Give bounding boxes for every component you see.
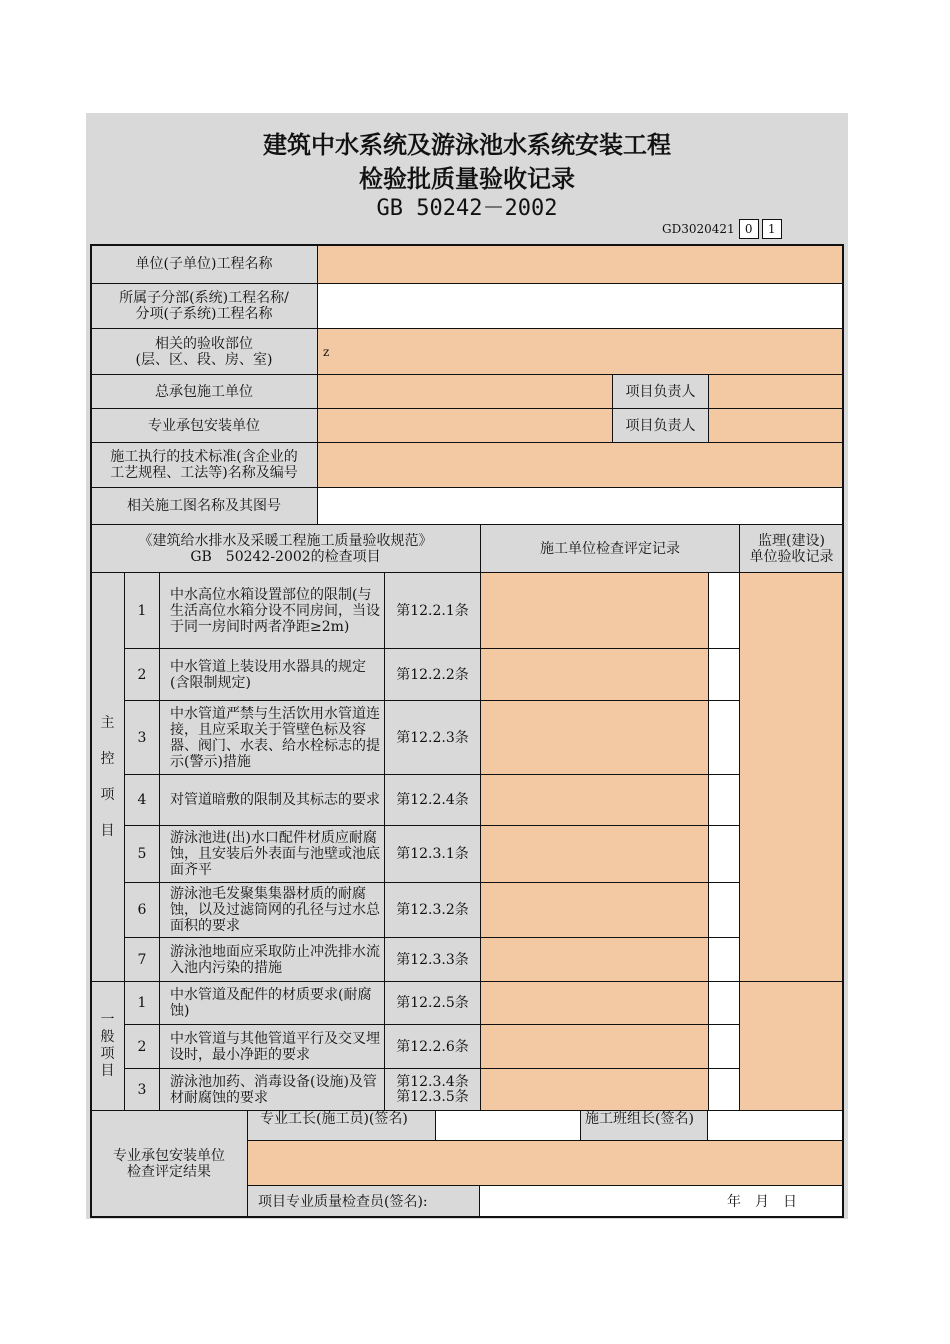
result-field[interactable] — [247, 1140, 844, 1186]
item-clause: 第12.2.2条 — [384, 648, 481, 701]
main-items-group-label: 主 控 项 目 — [90, 572, 125, 982]
general-items-group-label: 一 般 项 目 — [90, 981, 125, 1111]
main-supervision-field[interactable] — [739, 572, 844, 982]
inspector-date-field[interactable] — [479, 1185, 844, 1218]
general-supervision-field[interactable] — [739, 981, 844, 1111]
foreman-signature-field[interactable] — [435, 1110, 581, 1141]
item-result-field[interactable] — [708, 648, 740, 701]
item-number: 4 — [124, 774, 160, 826]
item-result-field[interactable] — [708, 700, 740, 775]
item-number: 7 — [124, 937, 160, 982]
item-result-field[interactable] — [708, 937, 740, 982]
tech-standard-field[interactable] — [317, 442, 844, 488]
team-leader-signature-field[interactable] — [707, 1110, 844, 1141]
general-contractor-field[interactable] — [317, 374, 613, 409]
contractor-manager-field[interactable] — [708, 374, 844, 409]
item-result-field[interactable] — [708, 825, 740, 883]
item-number: 3 — [124, 1068, 160, 1111]
construction-record-header: 施工单位检查评定记录 — [480, 524, 740, 573]
installer-field[interactable] — [317, 408, 613, 443]
form-code-box-1[interactable]: 0 — [739, 219, 759, 239]
item-number: 6 — [124, 882, 160, 938]
item-description: 对管道暗敷的限制及其标志的要求 — [159, 774, 385, 826]
item-number: 3 — [124, 700, 160, 775]
item-result-field[interactable] — [708, 981, 740, 1025]
item-record-field[interactable] — [480, 825, 709, 883]
item-record-field[interactable] — [480, 572, 709, 649]
item-clause: 第12.2.1条 — [384, 572, 481, 649]
item-number: 2 — [124, 648, 160, 701]
subdivision-field[interactable] — [317, 283, 844, 329]
installer-label: 专业承包安装单位 — [90, 408, 318, 443]
date-label: 年 月 日 — [727, 1193, 797, 1210]
item-number: 1 — [124, 572, 160, 649]
project-name-label: 单位(子单位)工程名称 — [90, 244, 318, 284]
supervision-header: 监理(建设) 单位验收记录 — [739, 524, 844, 573]
item-record-field[interactable] — [480, 981, 709, 1025]
inspection-table — [90, 244, 844, 1218]
form-code-box-2[interactable]: 1 — [762, 219, 782, 239]
item-clause: 第12.3.1条 — [384, 825, 481, 883]
form-code-label: GD3020421 — [662, 222, 735, 236]
item-result-field[interactable] — [708, 1024, 740, 1069]
form-standard: GB 50242－2002 — [376, 196, 558, 221]
item-description: 中水管道严禁与生活饮用水管道连接，且应采取关于管壁色标及容器、阀门、水表、给水栓标志的提示(警示)措施 — [159, 700, 385, 775]
subdivision-label: 所属子分部(系统)工程名称/ 分项(子系统)工程名称 — [90, 283, 318, 329]
team-leader-label: 施工班组长(签名) — [580, 1110, 708, 1141]
item-record-field[interactable] — [480, 700, 709, 775]
spec-header: 《建筑给水排水及采暖工程施工质量验收规范》 GB 50242-2002的检查项目 — [90, 524, 481, 573]
result-label: 专业承包安装单位 检查评定结果 — [90, 1110, 248, 1218]
item-result-field[interactable] — [708, 774, 740, 826]
item-description: 中水管道上装设用水器具的规定(含限制规定) — [159, 648, 385, 701]
item-clause: 第12.3.3条 — [384, 937, 481, 982]
item-clause: 第12.2.5条 — [384, 981, 481, 1025]
form-subtitle: 检验批质量验收记录 — [359, 165, 575, 193]
project-name-field[interactable] — [317, 244, 844, 284]
item-result-field[interactable] — [708, 572, 740, 649]
item-clause: 第12.3.4条 第12.3.5条 — [384, 1068, 481, 1111]
inspection-part-label: 相关的验收部位 (层、区、段、房、室) — [90, 328, 318, 375]
drawing-field[interactable] — [317, 487, 844, 525]
item-number: 2 — [124, 1024, 160, 1069]
item-description: 中水管道及配件的材质要求(耐腐蚀) — [159, 981, 385, 1025]
item-clause: 第12.2.3条 — [384, 700, 481, 775]
item-description: 中水高位水箱设置部位的限制(与生活高位水箱分设不同房间，当设于同一房间时两者净距≥2m) — [159, 572, 385, 649]
installer-manager-label: 项目负责人 — [612, 408, 709, 443]
item-record-field[interactable] — [480, 1068, 709, 1111]
item-number: 1 — [124, 981, 160, 1025]
form-title: 建筑中水系统及游泳池水系统安装工程 — [263, 131, 671, 159]
drawing-label: 相关施工图名称及其图号 — [90, 487, 318, 525]
inspection-part-field[interactable]: z — [317, 328, 844, 375]
item-result-field[interactable] — [708, 1068, 740, 1111]
general-contractor-label: 总承包施工单位 — [90, 374, 318, 409]
item-record-field[interactable] — [480, 1024, 709, 1069]
item-result-field[interactable] — [708, 882, 740, 938]
foreman-label: 专业工长(施工员)(签名) — [247, 1110, 436, 1141]
item-record-field[interactable] — [480, 774, 709, 826]
item-clause: 第12.2.4条 — [384, 774, 481, 826]
contractor-manager-label: 项目负责人 — [612, 374, 709, 409]
form-code — [662, 219, 782, 239]
inspector-label: 项目专业质量检查员(签名): — [247, 1185, 480, 1218]
item-description: 游泳池进(出)水口配件材质应耐腐蚀，且安装后外表面与池壁或池底面齐平 — [159, 825, 385, 883]
item-description: 游泳池加药、消毒设备(设施)及管材耐腐蚀的要求 — [159, 1068, 385, 1111]
item-description: 游泳池地面应采取防止冲洗排水流入池内污染的措施 — [159, 937, 385, 982]
tech-standard-label: 施工执行的技术标准(含企业的 工艺规程、工法等)名称及编号 — [90, 442, 318, 488]
item-record-field[interactable] — [480, 882, 709, 938]
item-record-field[interactable] — [480, 937, 709, 982]
item-clause: 第12.3.2条 — [384, 882, 481, 938]
item-number: 5 — [124, 825, 160, 883]
item-clause: 第12.2.6条 — [384, 1024, 481, 1069]
item-record-field[interactable] — [480, 648, 709, 701]
item-description: 中水管道与其他管道平行及交叉埋设时，最小净距的要求 — [159, 1024, 385, 1069]
item-description: 游泳池毛发聚集集器材质的耐腐蚀，以及过滤筒网的孔径与过水总面积的要求 — [159, 882, 385, 938]
installer-manager-field[interactable] — [708, 408, 844, 443]
